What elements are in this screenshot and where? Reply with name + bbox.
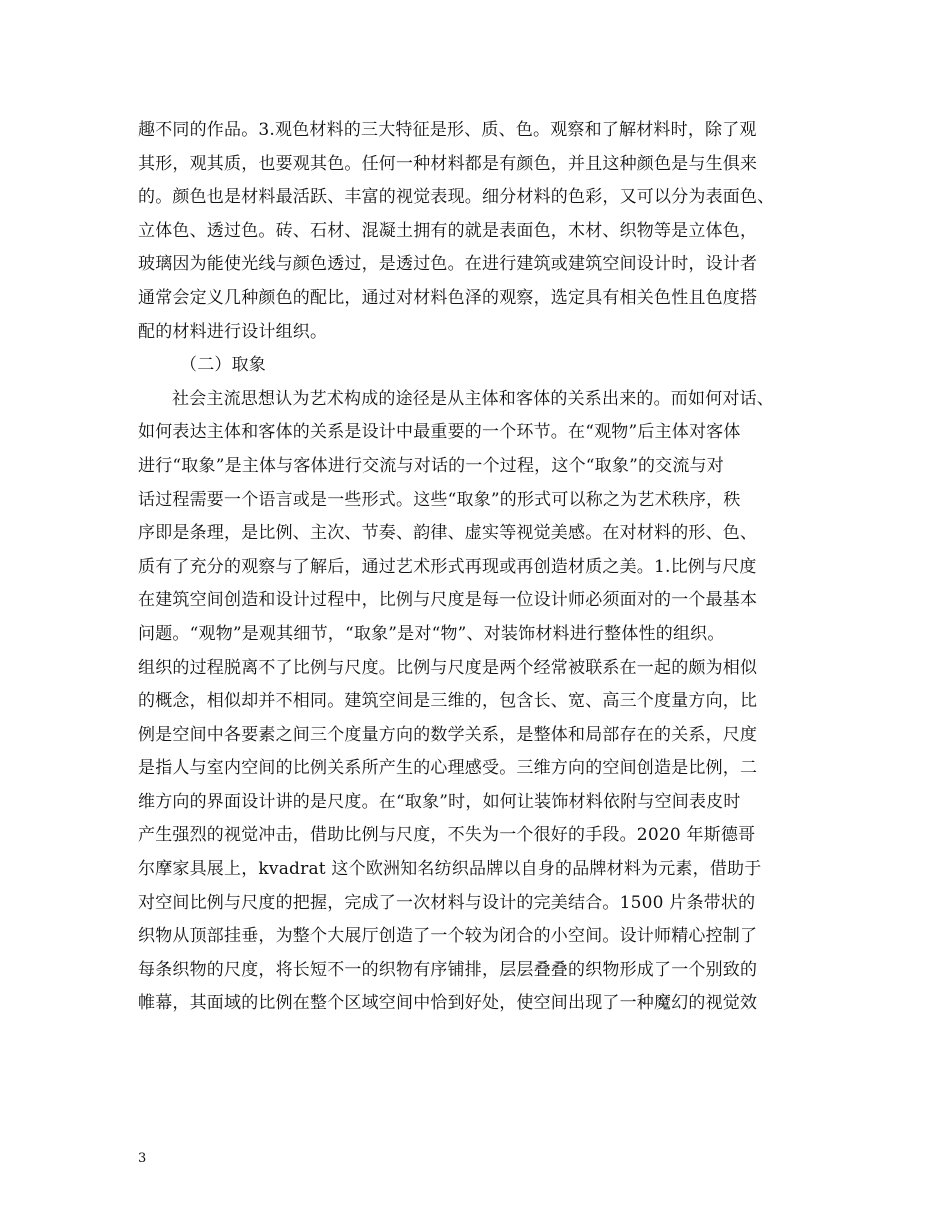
text-line: 帷幕，其面域的比例在整个区域空间中恰到好处，使空间出现了一种魔幻的视觉效 (138, 993, 758, 1014)
text-line: 趣不同的作品。3.观色材料的三大特征是形、质、色。观察和了解材料时，除了观 (138, 120, 757, 140)
text-line: 尔摩家具展上，kvadrat 这个欧洲知名纺织品牌以自身的品牌材料为元素，借助于 (138, 859, 762, 880)
text-line: 织物从顶部挂垂，为整个大展厅创造了一个较为闭合的小空间。设计师精心控制了 (138, 926, 758, 947)
section-heading: （二）取象 (180, 355, 266, 376)
text-line: 如何表达主体和客体的关系是设计中最重要的一个环节。在“观物”后主体对客体 (138, 422, 741, 443)
text-line: 话过程需要一个语言或是一些形式。这些“取象”的形式可以称之为艺术秩序，秩 (138, 489, 741, 510)
text-line: 的。颜色也是材料最活跃、丰富的视觉表现。细分材料的色彩，又可以分为表面色、 (138, 187, 775, 208)
text-line: 问题。“观物”是观其细节，“取象”是对“物”、对装饰材料进行整体性的组织。 (138, 623, 725, 644)
text-line: 每条织物的尺度，将长短不一的织物有序铺排，层层叠叠的织物形成了一个别致的 (138, 959, 758, 980)
text-line: 维方向的界面设计讲的是尺度。在“取象”时，如何让装饰材料依附与空间表皮时 (138, 791, 741, 812)
text-line: 组织的过程脱离不了比例与尺度。比例与尺度是两个经常被联系在一起的颇为相似 (138, 657, 758, 678)
text-line: 立体色、透过色。砖、石材、混凝土拥有的就是表面色，木材、织物等是立体色， (138, 220, 758, 241)
text-line: 在建筑空间创造和设计过程中，比例与尺度是每一位设计师必须面对的一个最基本 (138, 590, 758, 611)
text-line: 产生强烈的视觉冲击，借助比例与尺度，不失为一个很好的手段。2020 年斯德哥 (138, 825, 756, 846)
paragraph-first-line: 社会主流思想认为艺术构成的途径是从主体和客体的关系出来的。而如何对话、 (172, 388, 774, 409)
text-line: 玻璃因为能使光线与颜色透过，是透过色。在进行建筑或建筑空间设计时，设计者 (138, 254, 758, 275)
text-line: 通常会定义几种颜色的配比，通过对材料色泽的观察，选定具有相关色性且色度搭 (138, 287, 758, 308)
body-text (138, 114, 818, 1021)
page-number: 3 (138, 1151, 147, 1166)
text-line: 序即是条理，是比例、主次、节奏、韵律、虚实等视觉美感。在对材料的形、色、 (138, 523, 758, 544)
text-line: 其形，观其质，也要观其色。任何一种材料都是有颜色，并且这种颜色是与生俱来 (138, 153, 758, 174)
text-line: 进行“取象”是主体与客体进行交流与对话的一个过程，这个“取象”的交流与对 (138, 455, 724, 476)
text-line: 配的材料进行设计组织。 (138, 321, 328, 342)
text-line: 例是空间中各要素之间三个度量方向的数学关系，是整体和局部存在的关系，尺度 (138, 724, 758, 745)
text-line: 是指人与室内空间的比例关系所产生的心理感受。三维方向的空间创造是比例，二 (138, 758, 758, 779)
text-line: 对空间比例与尺度的把握，完成了一次材料与设计的完美结合。1500 片条带状的 (138, 892, 756, 913)
text-line: 的概念，相似却并不相同。建筑空间是三维的，包含长、宽、高三个度量方向，比 (138, 691, 758, 712)
text-line: 质有了充分的观察与了解后，通过艺术形式再现或再创造材质之美。1.比例与尺度 (138, 556, 757, 577)
